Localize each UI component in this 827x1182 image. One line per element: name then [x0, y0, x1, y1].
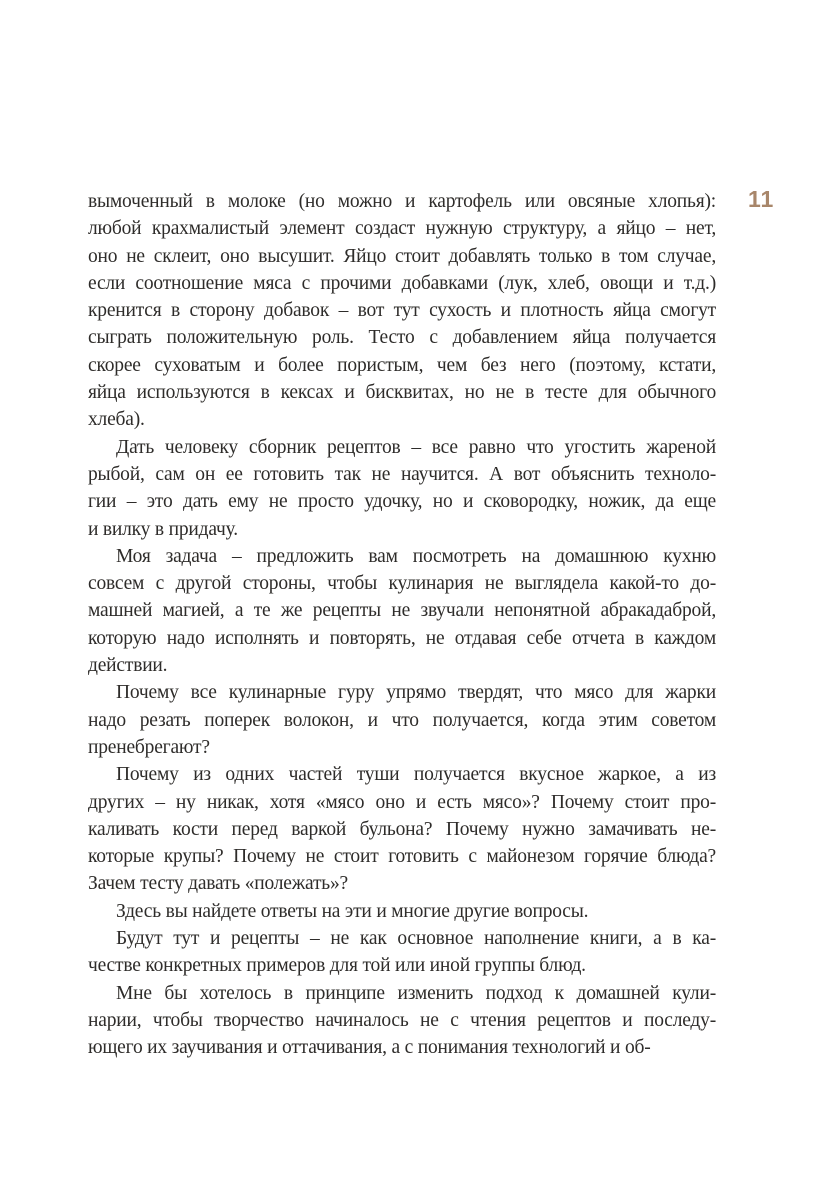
text-line: сыграть положительную роль. Тесто с добавлением яйца получается	[88, 327, 716, 349]
text-line: которую надо исполнять и повторять, не отдавая себе отчета в каждом	[88, 627, 716, 649]
paragraph	[88, 898, 716, 925]
text-line: и вилку в придачу.	[88, 518, 238, 540]
text-line: которые крупы? Почему не стоит готовить с майонезом горячие блюда?	[88, 846, 716, 868]
paragraph	[88, 679, 716, 761]
text-line: действии.	[88, 655, 168, 677]
paragraph	[88, 980, 716, 1062]
text-line: гии – это дать ему не просто удочку, но и сковородку, ножик, да еще	[88, 491, 716, 513]
text-line: Здесь вы найдете ответы на эти и многие другие вопросы.	[116, 900, 589, 922]
text-line: оно не склеит, оно высушит. Яйцо стоит добавлять только в том случае,	[88, 245, 716, 267]
page-text	[88, 188, 716, 1062]
paragraph	[88, 543, 716, 679]
text-line: других – ну никак, хотя «мясо оно и есть мясо»? Почему стоит про-	[88, 791, 716, 813]
text-line: Дать человеку сборник рецептов – все равно что угостить жареной	[116, 436, 716, 458]
text-line: Будут тут и рецепты – не как основное наполнение книги, а в ка-	[116, 928, 716, 950]
page-number: 11	[748, 186, 775, 212]
text-line: яйца используются в кексах и бисквитах, но не в тесте для обычного	[88, 382, 716, 404]
text-line: Моя задача – предложить вам посмотреть на домашнюю кухню	[116, 545, 716, 567]
text-line: Почему из одних частей туши получается вкусное жаркое, а из	[116, 764, 716, 786]
text-line: пренебрегают?	[88, 736, 210, 758]
text-line: Почему все кулинарные гуру упрямо твердят, что мясо для жарки	[116, 682, 716, 704]
text-line: каливать кости перед варкой бульона? Почему нужно замачивать не-	[88, 818, 716, 840]
text-line: кренится в сторону добавок – вот тут сухость и плотность яйца смогут	[88, 300, 716, 322]
paragraph	[88, 188, 716, 434]
text-line: скорее суховатым и более пористым, чем без него (поэтому, кстати,	[88, 354, 716, 376]
paragraph	[88, 925, 716, 980]
text-line: машней магией, а те же рецепты не звучали непонятной абракадаброй,	[88, 600, 716, 622]
paragraph	[88, 434, 716, 543]
text-line: хлеба).	[88, 409, 145, 431]
text-line: вымоченный в молоке (но можно и картофель или овсяные хлопья):	[88, 191, 716, 212]
text-line: если соотношение мяса с прочими добавками (лук, хлеб, овощи и т.д.)	[88, 272, 716, 294]
text-line: нарии, чтобы творчество начиналось не с чтения рецептов и последу-	[88, 1009, 716, 1031]
text-line: совсем с другой стороны, чтобы кулинария не выглядела какой-то до-	[88, 573, 716, 595]
text-line: любой крахмалистый элемент создаст нужную структуру, а яйцо – нет,	[88, 218, 716, 240]
text-line: Мне бы хотелось в принципе изменить подход к домашней кули-	[116, 982, 716, 1004]
text-line: ющего их заучивания и оттачивания, а с понимания технологий и об-	[88, 1037, 651, 1059]
text-line: Зачем тесту давать «полежать»?	[88, 873, 349, 895]
text-line: надо резать поперек волокон, и что получается, когда этим советом	[88, 709, 716, 731]
paragraph	[88, 761, 716, 897]
text-line: рыбой, сам он ее готовить так не научится. А вот объяснить техноло-	[88, 463, 716, 485]
text-line: честве конкретных примеров для той или иной группы блюд.	[88, 955, 586, 977]
